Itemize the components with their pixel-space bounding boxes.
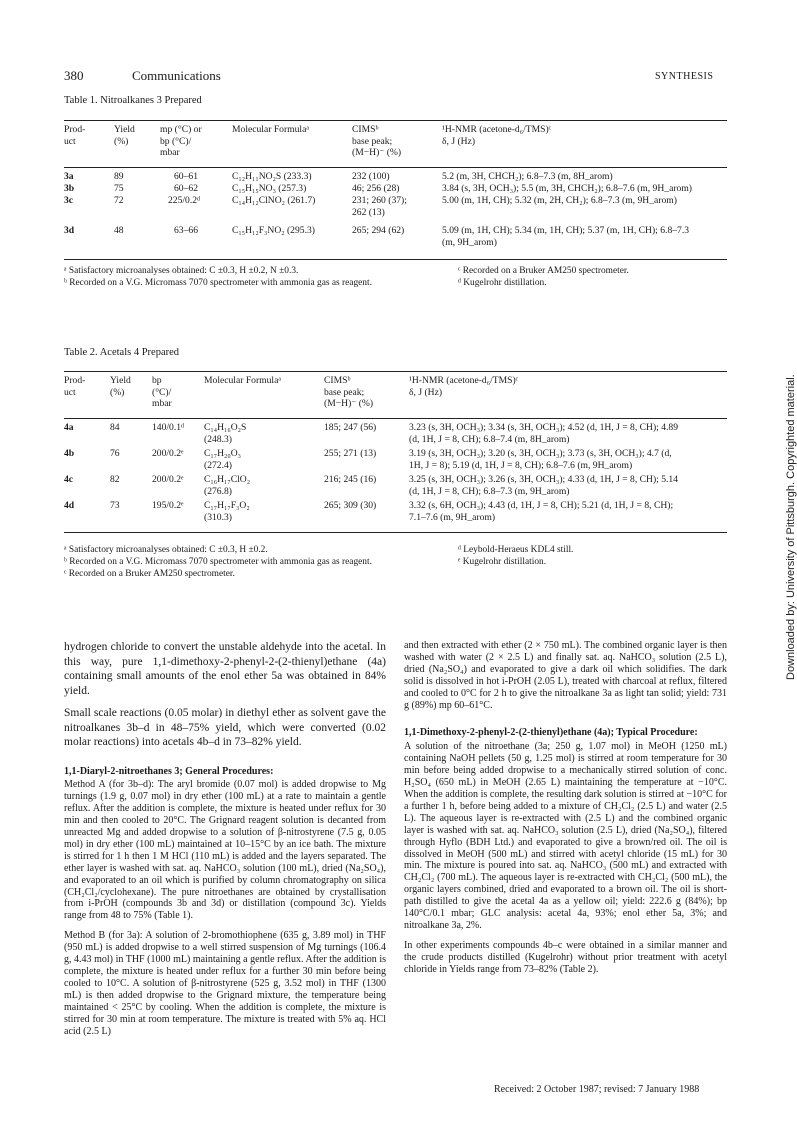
table1-bottom-rule <box>64 259 727 260</box>
left-paragraph-method-b: Method B (for 3a): A solution of 2-bromothiophene (635 g, 3.89 mol) in THF (950 mL) is added dropwise to a well stirred suspension of Mg turnings (106.4 g, 4.43 mol) in THF (1000 mL) maintaining a gentle reflux. After the addition is complete, the mixture is heated under reflux for a further 30 min before being cooled to 10°C. A solution of β-nitrostyrene (525 g, 3.52 mol) in THF (1300 mL) is then added dropwise to the Grignard mixture, the temperature being maintained < 25°C by cooling. When the addition is complete, the mixture is stirred for 30 min at room temperature. The mixture is treated with 5% aq. HCl acid (2.5 L) <box>64 930 386 1037</box>
t2-col-yield: Yield (%) <box>110 375 131 398</box>
t2-r3-nmr: 3.32 (s, 6H, OCH₃); 4.43 (d, 1H, J = 8, CH); 5.21 (d, 1H, J = 8, CH); 7.1–7.6 (m, 9H_arom) <box>409 500 674 523</box>
t2-r0-bp: 140/0.1ᵈ <box>152 422 185 433</box>
t1-footnote-c: ᶜ Recorded on a Bruker AM250 spectrometer. <box>458 266 629 276</box>
table1-header <box>64 124 727 164</box>
t1-r0-yield: 89 <box>114 171 124 182</box>
received-date: Received: 2 October 1987; revised: 7 January 1988 <box>494 1084 700 1095</box>
t2-r1-bp: 200/0.2ᵉ <box>152 448 184 459</box>
t1-r2-yield: 72 <box>114 195 124 206</box>
t2-col-bp: bp (°C)/ mbar <box>152 375 172 410</box>
t1-footnote-a: ᵃ Satisfactory microanalyses obtained: C ±0.3, H ±0.2, N ±0.3. <box>64 266 299 276</box>
t1-r2-formula: C₁₄H₁₂ClNO₂ (261.7) <box>232 195 316 206</box>
t1-r2-nmr: 5.00 (m, 1H, CH); 5.32 (m, 2H, CH₂); 6.8–7.3 (m, 9H_arom) <box>442 195 677 206</box>
t2-footnote-d: ᵈ Leybold-Heraeus KDL4 still. <box>458 545 574 555</box>
t2-r3-formula: C₁₇H₁₇F₃O₂ (310.3) <box>204 500 250 523</box>
t1-footnote-d: ᵈ Kugelrohr distillation. <box>458 278 547 288</box>
right-column <box>404 640 727 984</box>
right-paragraph-other: In other experiments compounds 4b–c were obtained in a similar manner and the crude products distilled (Kugelrohr) without prior treatment with acetyl chloride in Yields range from 73–82% (Table 2). <box>404 939 727 975</box>
t2-footnote-a: ᵃ Satisfactory microanalyses obtained: C ±0.3, H ±0.2. <box>64 545 268 555</box>
t1-r0-nmr: 5.2 (m, 3H, CHCH₂); 6.8–7.3 (m, 8H_arom) <box>442 171 613 182</box>
t1-r2-cims: 231; 260 (37); 262 (13) <box>352 195 407 218</box>
t2-footnote-e: ᵉ Kugelrohr distillation. <box>458 557 547 567</box>
table2-caption: Table 2. Acetals 4 Prepared <box>64 347 180 358</box>
journal-name: SYNTHESIS <box>655 71 714 82</box>
t1-col-nmr: ¹H-NMR (acetone-d₆/TMS)ᶜ δ, J (Hz) <box>442 124 552 147</box>
t2-r1-formula: C₁₇H₂₀O₃ (272.4) <box>204 448 241 471</box>
page-number: 380 <box>64 68 84 83</box>
t2-r0-formula: C₁₄H₁₆O₂S (248.3) <box>204 422 247 445</box>
t2-r0-yield: 84 <box>110 422 120 433</box>
t1-r1-cims: 46; 256 (28) <box>352 183 400 194</box>
t2-r2-cims: 216; 245 (16) <box>324 474 377 485</box>
t2-r1-product: 4b <box>64 448 75 459</box>
t2-r0-product: 4a <box>64 422 74 433</box>
t1-r2-mp: 225/0.2ᵈ <box>168 195 201 206</box>
t1-r3-cims: 265; 294 (62) <box>352 225 405 236</box>
section-heading-acetal: 1,1-Dimethoxy-2-phenyl-2-(2-thienyl)ethane (4a); Typical Procedure: <box>404 727 698 739</box>
t2-r2-yield: 82 <box>110 474 120 485</box>
t1-r3-yield: 48 <box>114 225 124 236</box>
table1-caption: Table 1. Nitroalkanes 3 Prepared <box>64 95 202 106</box>
t2-col-cims: CIMSᵇ base peak; (M−H)⁻ (%) <box>324 375 374 410</box>
t1-col-product: Prod- uct <box>64 124 86 147</box>
table1-body <box>64 171 727 257</box>
t1-r3-mp: 63–66 <box>174 225 198 236</box>
t1-col-cims: CIMSᵇ base peak; (M−H)⁻ (%) <box>352 124 402 159</box>
t2-r2-formula: C₁₆H₁₇ClO₂ (276.8) <box>204 474 251 497</box>
t1-r2-product: 3c <box>64 195 74 206</box>
t2-footnote-c: ᶜ Recorded on a Bruker AM250 spectrometer. <box>64 569 235 579</box>
t1-r1-formula: C₁₅H₁₅NO₃ (257.3) <box>232 183 307 194</box>
t2-r3-cims: 265; 309 (30) <box>324 500 377 511</box>
t1-col-formula: Molecular Formulaᵃ <box>232 124 309 135</box>
t1-r3-product: 3d <box>64 225 75 236</box>
right-paragraph-procedure: A solution of the nitroethane (3a; 250 g, 1.07 mol) in MeOH (1250 mL) containing NaOH pellets (50 g, 1.25 mol) is stirred at room temperature for 30 min before being added dropwise to a mechanically stirred solution of conc. H₂SO₄ (650 mL) in MeOH (2.65 L) maintaining the temperature at −10°C. When the addition is complete, the resulting dark solution is stirred at −10°C for a further 1 h, before being added to a mixture of CH₂Cl₂ (2.5 L) and water (2.5 L). The aqueous layer is re-extracted with (2.5 L) and the combined organic layer is washed with sat. aq. NaHCO₃ solution (2.5 L), dried (Na₂SO₄), filtered through Hyflo (BDH Ltd.) and evaporated to give a brown/red oil. The oil is dissolved in MeOH (500 mL) and stirred with acetyl chloride (15 mL) for 30 min. The mixture is poured into sat. aq. NaHCO₃ (500 mL) and extracted with CH₂Cl₂ (700 mL). The aqueous layer is re-extracted with CH₂Cl₂ (500 mL), the organic layers combined, dried and evaporated to a brown oil. The oil is short-path distilled to give the acetal 4a as a yellow oil; yield: 222.6 g (84%); bp 140°C/0.1 mbar; GLC analysis: acetal 4a, 93%; enol ether 5a, 3%; and nitroalkane 3a, 2%. <box>404 741 727 931</box>
t1-r3-nmr: 5.09 (m, 1H, CH); 5.34 (m, 1H, CH); 5.37 (m, 1H, CH); 6.8–7.3 (m, 9H_arom) <box>442 225 690 248</box>
table2-header-rule <box>64 418 727 419</box>
t2-r1-yield: 76 <box>110 448 120 459</box>
table2-bottom-rule <box>64 532 727 533</box>
left-column <box>64 640 386 1045</box>
table1-top-rule <box>64 120 727 121</box>
t1-r1-nmr: 3.84 (s, 3H, OCH₃); 5.5 (m, 3H, CHCH₂); 6.8–7.6 (m, 9H_arom) <box>442 183 692 194</box>
t2-r2-product: 4c <box>64 474 74 485</box>
t1-r1-mp: 60–62 <box>174 183 198 194</box>
t2-r1-nmr: 3.19 (s, 3H, OCH₃); 3.20 (s, 3H, OCH₃); 3.73 (s, 3H, OCH₃); 4.7 (d, 1H, J = 8); 5.19 (d, 1H, J = 8, CH); 6.8–7.6 (m, 9H_arom) <box>409 448 672 471</box>
t2-r2-nmr: 3.25 (s, 3H, OCH₃); 3.26 (s, 3H, OCH₃); 4.33 (d, 1H, J = 8, CH); 5.14 (d, 1H, J = 8, CH); 6.8–7.3 (m, 9H_arom) <box>409 474 678 497</box>
t1-r3-formula: C₁₅H₁₂F₃NO₂ (295.3) <box>232 225 315 236</box>
t2-r3-product: 4d <box>64 500 75 511</box>
table1-header-rule <box>64 167 727 168</box>
t1-col-mp: mp (°C) or bp (°C)/ mbar <box>160 124 202 159</box>
left-paragraph-2: Small scale reactions (0.05 molar) in diethyl ether as solvent gave the nitroalkanes 3b–d in 48–75% yield, which were converted (0.02 molar reactions) into acetals 4b–d in 73–82% yield. <box>64 707 386 748</box>
t2-r2-bp: 200/0.2ᵉ <box>152 474 184 485</box>
t1-r0-formula: C₁₂H₁₁NO₂S (233.3) <box>232 171 312 182</box>
t2-r0-nmr: 3.23 (s, 3H, OCH₃); 3.34 (s, 3H, OCH₃); 4.52 (d, 1H, J = 8, CH); 4.89 (d, 1H, J = 8, CH); 6.8–7.4 (m, 8H_arom) <box>409 422 678 445</box>
right-paragraph-1: and then extracted with ether (2 × 750 mL). The combined organic layer is then washed with water (2 × 2.5 L) and finally sat. aq. NaHCO₃ solution (2.5 L), dried (Na₂SO₄) and evaporated to give a dark oil which solidifies. The dark solid is dissolved in hot i-PrOH (2.05 L), treated with charcoal at reflux, filtered and cooled to 0°C for 2 h to give the nitroalkane 3a as light tan solid; yield: 731 g (89%) mp 60–61°C. <box>404 640 727 711</box>
t2-r3-yield: 73 <box>110 500 120 511</box>
left-paragraph-method-a: Method A (for 3b–d): The aryl bromide (0.07 mol) is added dropwise to Mg turnings (1.9 g, 0.07 mol) in dry ether (100 mL) at a rate to maintain a gentle reflux. After the addition is complete, the mixture is heated under reflux for 30 min and then cooled to 20°C. The Grignard reagent solution is decanted from unreacted Mg and added dropwise to a solution of β-nitrostyrene (7.5 g, 0.05 mol) in dry ether (100 mL) maintained at 10–15°C by an ice bath. The mixture is stirred for 1 h then 1 M HCl (110 mL) is added and the layers separated. The ether layer is washed with sat. aq. NaHCO₃ solution (100 mL), dried (Na₂SO₄), and evaporated to an oil which is purified by column chromatography on silica (CH₂Cl₂/cyclohexane). The pure nitroethanes are obtained by crystallisation from i-PrOH (compounds 3b and 3d) or distillation (compound 3c). Yields range from 48 to 75% (Table 1). <box>64 779 386 922</box>
t1-col-yield: Yield (%) <box>114 124 135 147</box>
t1-r0-cims: 232 (100) <box>352 171 390 182</box>
t1-r1-yield: 75 <box>114 183 124 194</box>
download-watermark: Downloaded by: University of Pittsburgh. Copyrighted material. <box>785 374 797 680</box>
section-name: Communications <box>132 68 221 83</box>
t2-r1-cims: 255; 271 (13) <box>324 448 377 459</box>
t1-r0-product: 3a <box>64 171 74 182</box>
t2-footnote-b: ᵇ Recorded on a V.G. Micromass 7070 spectrometer with ammonia gas as reagent. <box>64 557 372 567</box>
t1-footnote-b: ᵇ Recorded on a V.G. Micromass 7070 spectrometer with ammonia gas as reagent. <box>64 278 372 288</box>
section-heading-nitroethanes: 1,1-Diaryl-2-nitroethanes 3; General Procedures: <box>64 765 274 777</box>
t2-r0-cims: 185; 247 (56) <box>324 422 377 433</box>
left-paragraph-1: hydrogen chloride to convert the unstable aldehyde into the acetal. In this way, pure 1,1-dimethoxy-2-phenyl-2-(2-thienyl)ethane (4a) containing small amounts of the enol ether 5a was obtained in 84% yield. <box>64 641 386 697</box>
t2-col-nmr: ¹H-NMR (acetone-d₆/TMS)ᶜ δ, J (Hz) <box>409 375 519 398</box>
t2-col-formula: Molecular Formulaᵃ <box>204 375 281 386</box>
t2-r3-bp: 195/0.2ᵉ <box>152 500 184 511</box>
table2-header <box>64 375 727 415</box>
table2-body <box>64 422 727 526</box>
t1-r0-mp: 60–61 <box>174 171 198 182</box>
table2-top-rule <box>64 371 727 372</box>
t1-r1-product: 3b <box>64 183 75 194</box>
t2-col-product: Prod- uct <box>64 375 86 398</box>
